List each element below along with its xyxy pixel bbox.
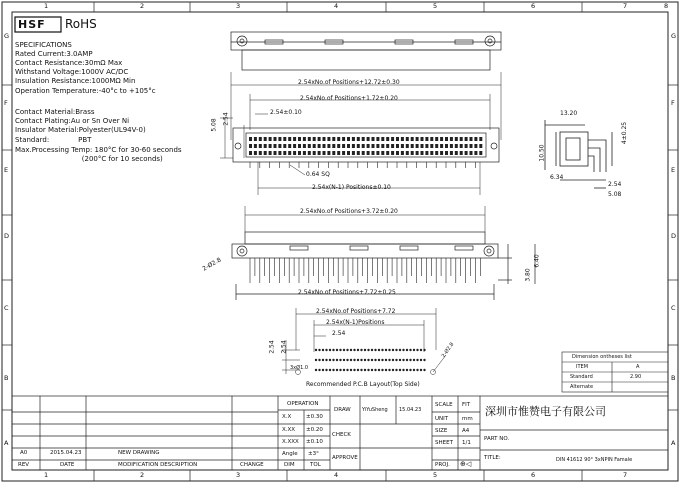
tol-dim: DIM xyxy=(284,462,295,468)
grid-col-4-bottom: 4 xyxy=(334,471,339,479)
spec-line: Withstand Voltage:1000V AC/DC xyxy=(15,68,129,76)
tol-tol: TOL xyxy=(310,462,321,468)
side-1050: 10.50 xyxy=(538,144,546,162)
material-line: Insulator Material:Polyester(UL94V-0) xyxy=(15,126,146,134)
spec-heading: SPECIFICATIONS xyxy=(15,41,72,49)
grid-col-1-bottom: 1 xyxy=(44,471,49,479)
rev-value: A0 xyxy=(20,450,28,456)
grid-row-f-right: F xyxy=(671,99,675,107)
grid-col-1: 1 xyxy=(44,2,49,10)
rohs-mark: RoHS xyxy=(65,17,97,31)
approve-label: APPROVE xyxy=(332,455,358,461)
pcb-dim-v1: 2.54 xyxy=(268,340,276,354)
dim-front: 2.54xNo.of Positions+3.72±0.20 xyxy=(300,208,398,215)
tol-cell: X.XXX xyxy=(282,439,299,445)
grid-row-b: B xyxy=(4,374,9,382)
draw-date: 15.04.23 xyxy=(399,407,422,413)
grid-col-5: 5 xyxy=(433,2,438,10)
spec-line: Contact Resistance:30mΩ Max xyxy=(15,59,123,67)
tol-cell: X.XX xyxy=(282,427,296,433)
dim-body: 2.54xNo.of Positions+1.72±0.20 xyxy=(300,95,398,102)
pcb-layout-title: Recommended P.C.B Layout(Top Side) xyxy=(306,381,420,388)
title-label: TITLE: xyxy=(484,455,501,461)
grid-col-6: 6 xyxy=(531,2,536,10)
grid-col-7: 7 xyxy=(623,2,628,10)
tol-cell: ±0.10 xyxy=(306,439,323,445)
rev-description: NEW DRAWING xyxy=(118,450,160,456)
grid-col-5-bottom: 5 xyxy=(433,471,438,479)
grid-row-b-right: B xyxy=(671,374,676,382)
pcb-hole-dim: 3xØ1.0 xyxy=(290,365,309,371)
company-name: 深圳市惟赞电子有限公司 xyxy=(485,405,606,418)
dim-640: 6.40 xyxy=(533,254,541,268)
pcb-dim-1: 2.54xNo.of Positions+7.72 xyxy=(316,308,396,315)
side-634: 6.34 xyxy=(550,174,564,181)
grid-col-2: 2 xyxy=(140,2,145,10)
tol-cell: Angle xyxy=(282,451,298,457)
dim-list-cell: ITEM xyxy=(576,364,589,370)
part-no-label: PART NO. xyxy=(484,436,510,442)
spec-line: Operation Temperature:-40°c to +105°c xyxy=(15,87,156,95)
grid-row-d: D xyxy=(4,232,10,240)
tol-operation: OPERATION xyxy=(287,401,319,407)
tol-cell: ±0.30 xyxy=(306,414,323,420)
grid-row-a: A xyxy=(4,439,9,447)
pcb-hole-dim-2: 2-Ø2.8 xyxy=(440,341,456,359)
dim-list-cell: Alternate xyxy=(570,384,594,390)
grid-col-6-bottom: 6 xyxy=(531,471,536,479)
dim-254: 2.54 xyxy=(222,112,230,126)
pcb-dim-3: 2.54 xyxy=(332,330,346,337)
dim-list-cell: 2.90 xyxy=(630,374,642,380)
proj-label: PROJ. xyxy=(435,462,450,468)
grid-row-c: C xyxy=(4,304,9,312)
grid-col-4: 4 xyxy=(334,2,339,10)
material-line: (200°C for 10 seconds) xyxy=(15,155,163,163)
rev-header: REV xyxy=(18,462,30,468)
grid-row-e: E xyxy=(4,166,9,174)
grid-row-c-right: C xyxy=(671,304,676,312)
scale-label: SCALE xyxy=(435,402,453,408)
size-label: SIZE xyxy=(435,428,448,434)
grid-row-e-right: E xyxy=(671,166,676,174)
spec-line: Insulation Resistance:1000MΩ Min xyxy=(15,77,136,85)
grid-row-g-right: G xyxy=(671,32,677,40)
drawer-name: YiYuSheng xyxy=(362,407,388,413)
dim-n-minus-1: 2.54x(N-1) Positions±0.10 xyxy=(312,184,391,191)
tol-cell: ±0.20 xyxy=(306,427,323,433)
material-line: Standard: PBT xyxy=(15,136,92,144)
title-value: DIN 41612 90° 3xNPIN Famale xyxy=(556,457,633,463)
rev-header: CHANGE xyxy=(240,462,264,468)
grid-col-8: 8 xyxy=(664,2,669,10)
dim-list-title: Dimension ontheses list xyxy=(572,354,632,360)
brand-logo: HSF xyxy=(18,18,46,31)
dim-overall: 2.54xNo.of Positions+12.72±0.30 xyxy=(298,79,400,86)
grid-row-g: G xyxy=(4,32,10,40)
grid-row-d-right: D xyxy=(671,232,677,240)
grid-row-f: F xyxy=(4,99,8,107)
unit-label: UNIT xyxy=(435,416,449,422)
size-value: A4 xyxy=(462,428,470,434)
spec-line: Rated Current:3.0AMP xyxy=(15,50,93,58)
material-line: Contact Material:Brass xyxy=(15,108,95,116)
dim-508: 5.08 xyxy=(210,118,218,132)
grid-col-7-bottom: 7 xyxy=(623,471,628,479)
rev-date: 2015.04.23 xyxy=(50,450,82,456)
material-line: Contact Plating:Au or Sn Over Ni xyxy=(15,117,130,125)
draw-label: DRAW xyxy=(334,407,351,413)
sheet-value: 1/1 xyxy=(462,440,471,446)
sheet-label: SHEET xyxy=(435,440,453,446)
rev-header: DATE xyxy=(60,462,75,468)
side-508: 5.08 xyxy=(608,191,622,198)
tol-cell: X.X xyxy=(282,414,292,420)
side-425: 4±0.25 xyxy=(621,121,629,145)
material-line: Max.Processing Temp: 180°C for 30-60 seconds xyxy=(15,146,182,154)
dim-380: 3.80 xyxy=(524,268,532,282)
dim-list-cell: Standard xyxy=(570,374,593,380)
projection-symbol-icon: ⊕◁ xyxy=(460,460,472,468)
dim-list-cell: A xyxy=(636,364,640,370)
pcb-dim-2: 2.54x(N-1)Positions xyxy=(326,319,385,326)
dim-pitch: 2.54±0.10 xyxy=(270,109,302,116)
dim-hole: 2-Ø2.8 xyxy=(201,256,223,273)
side-254: 2.54 xyxy=(608,181,622,188)
rev-header: MODIFICATION DESCRIPTION xyxy=(118,462,198,468)
dim-bottom: 2.54xNo.of Positions+7.72±0.25 xyxy=(298,289,396,296)
tol-cell: ±3° xyxy=(308,451,319,457)
pcb-dim-v2: 2.54 xyxy=(280,340,288,354)
grid-col-3: 3 xyxy=(236,2,241,10)
side-1320: 13.20 xyxy=(560,110,578,117)
dim-pin-square: 0.64 SQ xyxy=(306,171,330,178)
unit-value: mm xyxy=(462,416,473,422)
scale-value: FIT xyxy=(462,402,471,408)
grid-row-a-right: A xyxy=(671,439,676,447)
grid-col-3-bottom: 3 xyxy=(236,471,241,479)
check-label: CHECK xyxy=(332,432,351,438)
grid-col-2-bottom: 2 xyxy=(140,471,145,479)
